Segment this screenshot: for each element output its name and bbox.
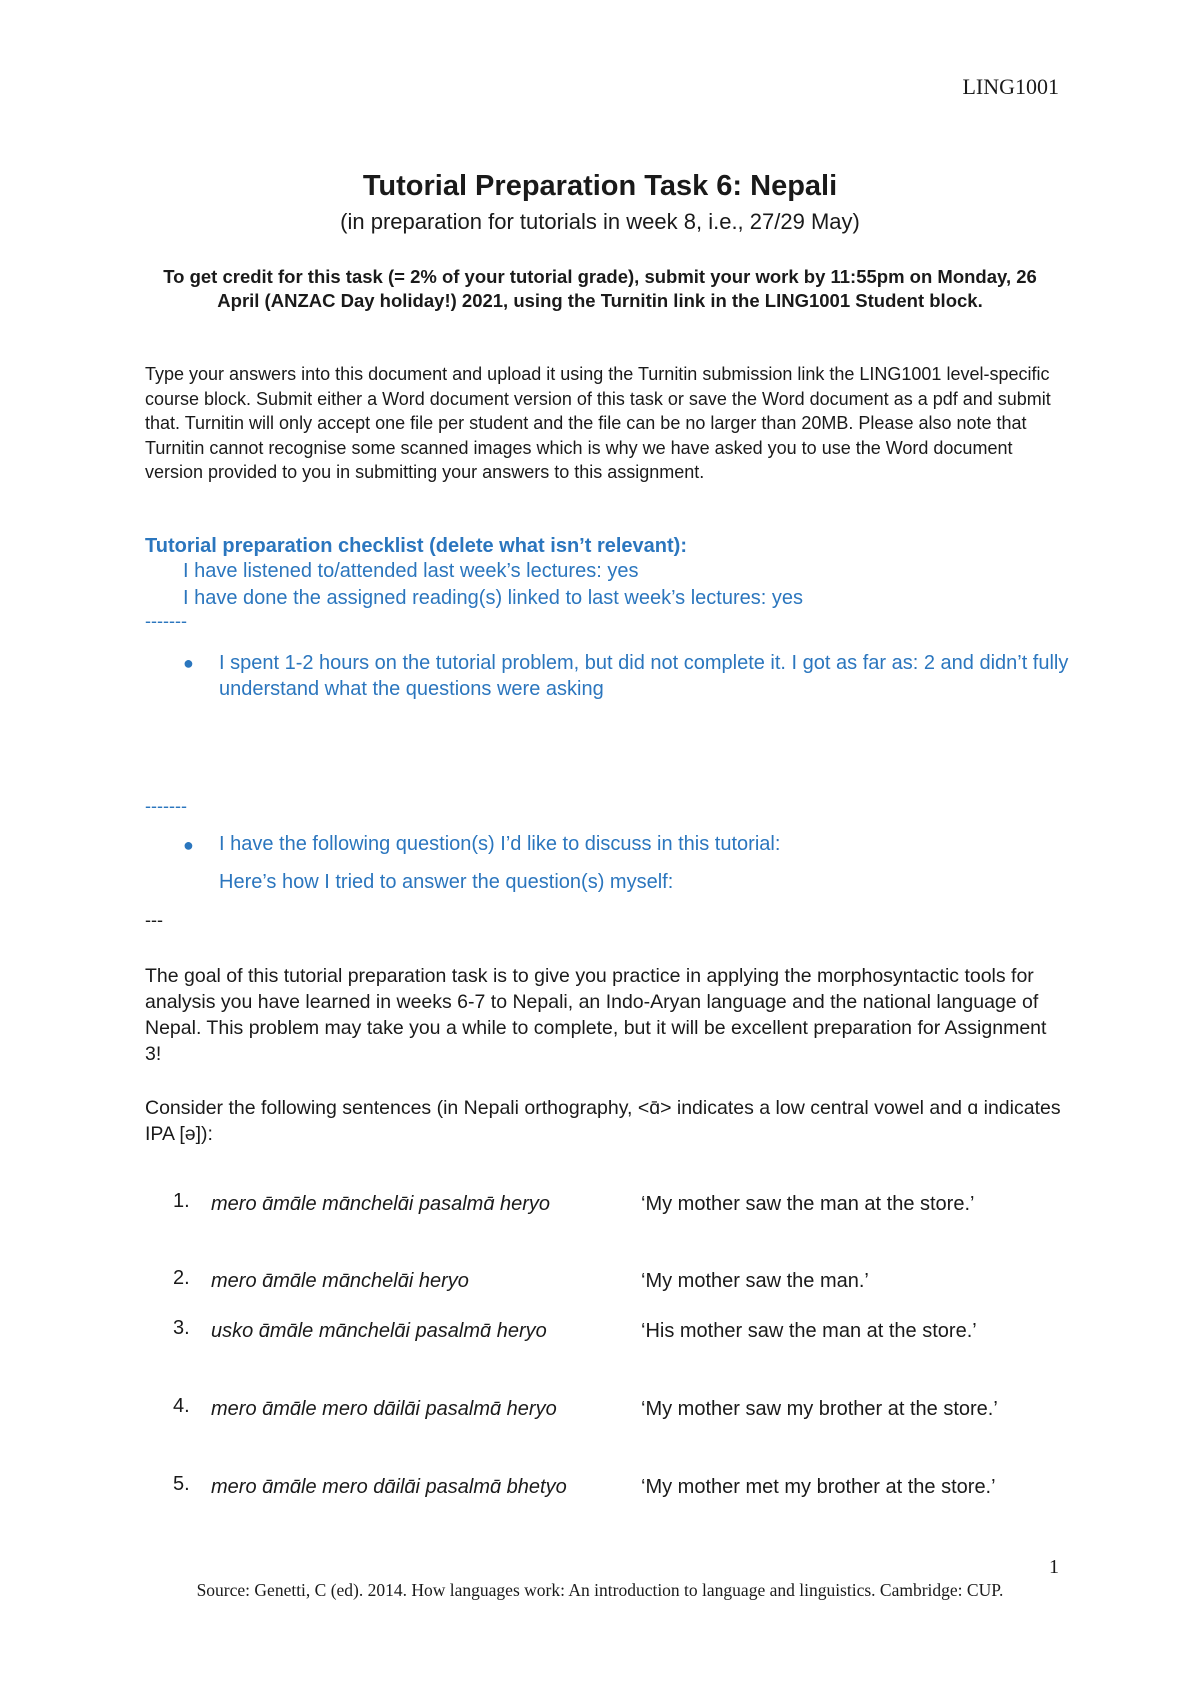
example-nepali: mero ɑ̄mɑ̄le mero dɑ̄ilɑ̄i pasalmɑ̄ bhetyo [211, 1476, 567, 1498]
checklist-separator: ------- [145, 611, 187, 631]
example-nepali: mero ɑ̄mɑ̄le mɑ̄nchelɑ̄i heryo [211, 1270, 469, 1292]
example-nepali: usko ɑ̄mɑ̄le mɑ̄nchelɑ̄i pasalmɑ̄ heryo [211, 1320, 547, 1342]
section-divider: --- [145, 910, 163, 930]
example-gloss: ‘My mother saw my brother at the store.’ [641, 1398, 998, 1420]
goal-paragraph: The goal of this tutorial preparation task is to give you practice in applying the morphosyntactic tools for analysis you have learned in weeks 6-7 to Nepali, an Indo-Aryan language and the national language of Nepal. This problem may take you a while to complete, but it will be excellent preparation for Assignment 3! [145, 965, 1047, 1065]
page-title: Tutorial Preparation Task 6: Nepali [362, 170, 838, 202]
checklist-line-reading: I have done the assigned reading(s) linked to last week’s lectures: yes [183, 587, 803, 609]
course-code: LING1001 [962, 74, 1059, 99]
credit-notice: To get credit for this task (= 2% of your tutorial grade), submit your work by 11:55pm on Monday, 26 April (ANZAC Day holiday!) 2021, using the Turnitin link in the LING1001 Student block. [163, 266, 1037, 311]
checklist-line-lectures: I have listened to/attended last week’s lectures: yes [183, 560, 639, 582]
checklist-bullet-time-spent: I spent 1-2 hours on the tutorial problem, but did not complete it. I got as far as: 2 and didn’t fully understand what the questions were asking [219, 652, 1069, 700]
bullet-icon: ● [183, 835, 194, 855]
example-number: 1. [173, 1190, 190, 1212]
checklist-bullet-questions: I have the following question(s) I’d like to discuss in this tutorial: [219, 833, 781, 855]
page-subtitle: (in preparation for tutorials in week 8, i.e., 27/29 May) [340, 209, 860, 234]
page-number: 1 [1049, 1556, 1059, 1578]
example-gloss: ‘My mother met my brother at the store.’ [641, 1476, 996, 1498]
source-citation: Source: Genetti, C (ed). 2014. How languages work: An introduction to language and linguistics. Cambridge: CUP. [196, 1580, 1004, 1600]
example-nepali: mero ɑ̄mɑ̄le mɑ̄nchelɑ̄i pasalmɑ̄ heryo [211, 1193, 551, 1215]
example-gloss: ‘His mother saw the man at the store.’ [641, 1320, 977, 1342]
example-number: 4. [173, 1395, 190, 1417]
checklist-separator: ------- [145, 796, 187, 816]
example-gloss: ‘My mother saw the man at the store.’ [641, 1193, 975, 1215]
example-gloss: ‘My mother saw the man.’ [641, 1270, 869, 1292]
checklist-heading: Tutorial preparation checklist (delete what isn’t relevant): [145, 535, 687, 557]
bullet-icon: ● [183, 653, 194, 673]
example-number: 3. [173, 1317, 190, 1339]
example-number: 2. [173, 1267, 190, 1289]
example-nepali: mero ɑ̄mɑ̄le mero dɑ̄ilɑ̄i pasalmɑ̄ heryo [211, 1398, 557, 1420]
instructions-paragraph: Type your answers into this document and upload it using the Turnitin submission link the LING1001 level-specific course block. Submit either a Word document version of this task or save the Word document as a pdf and submit that. Turnitin will only accept one file per student and the file can be no larger than 20MB. Please also note that Turnitin cannot recognise some scanned images which is why we have asked you to use the Word document version provided to you in submitting your answers to this assignment. [145, 364, 1051, 482]
consider-paragraph: Consider the following sentences (in Nepali orthography, <ɑ̄> indicates a low central vowel and ɑ indicates IPA [ə]): [145, 1097, 1061, 1145]
checklist-bullet-attempt: Here’s how I tried to answer the question(s) myself: [219, 871, 674, 893]
example-number: 5. [173, 1473, 190, 1495]
